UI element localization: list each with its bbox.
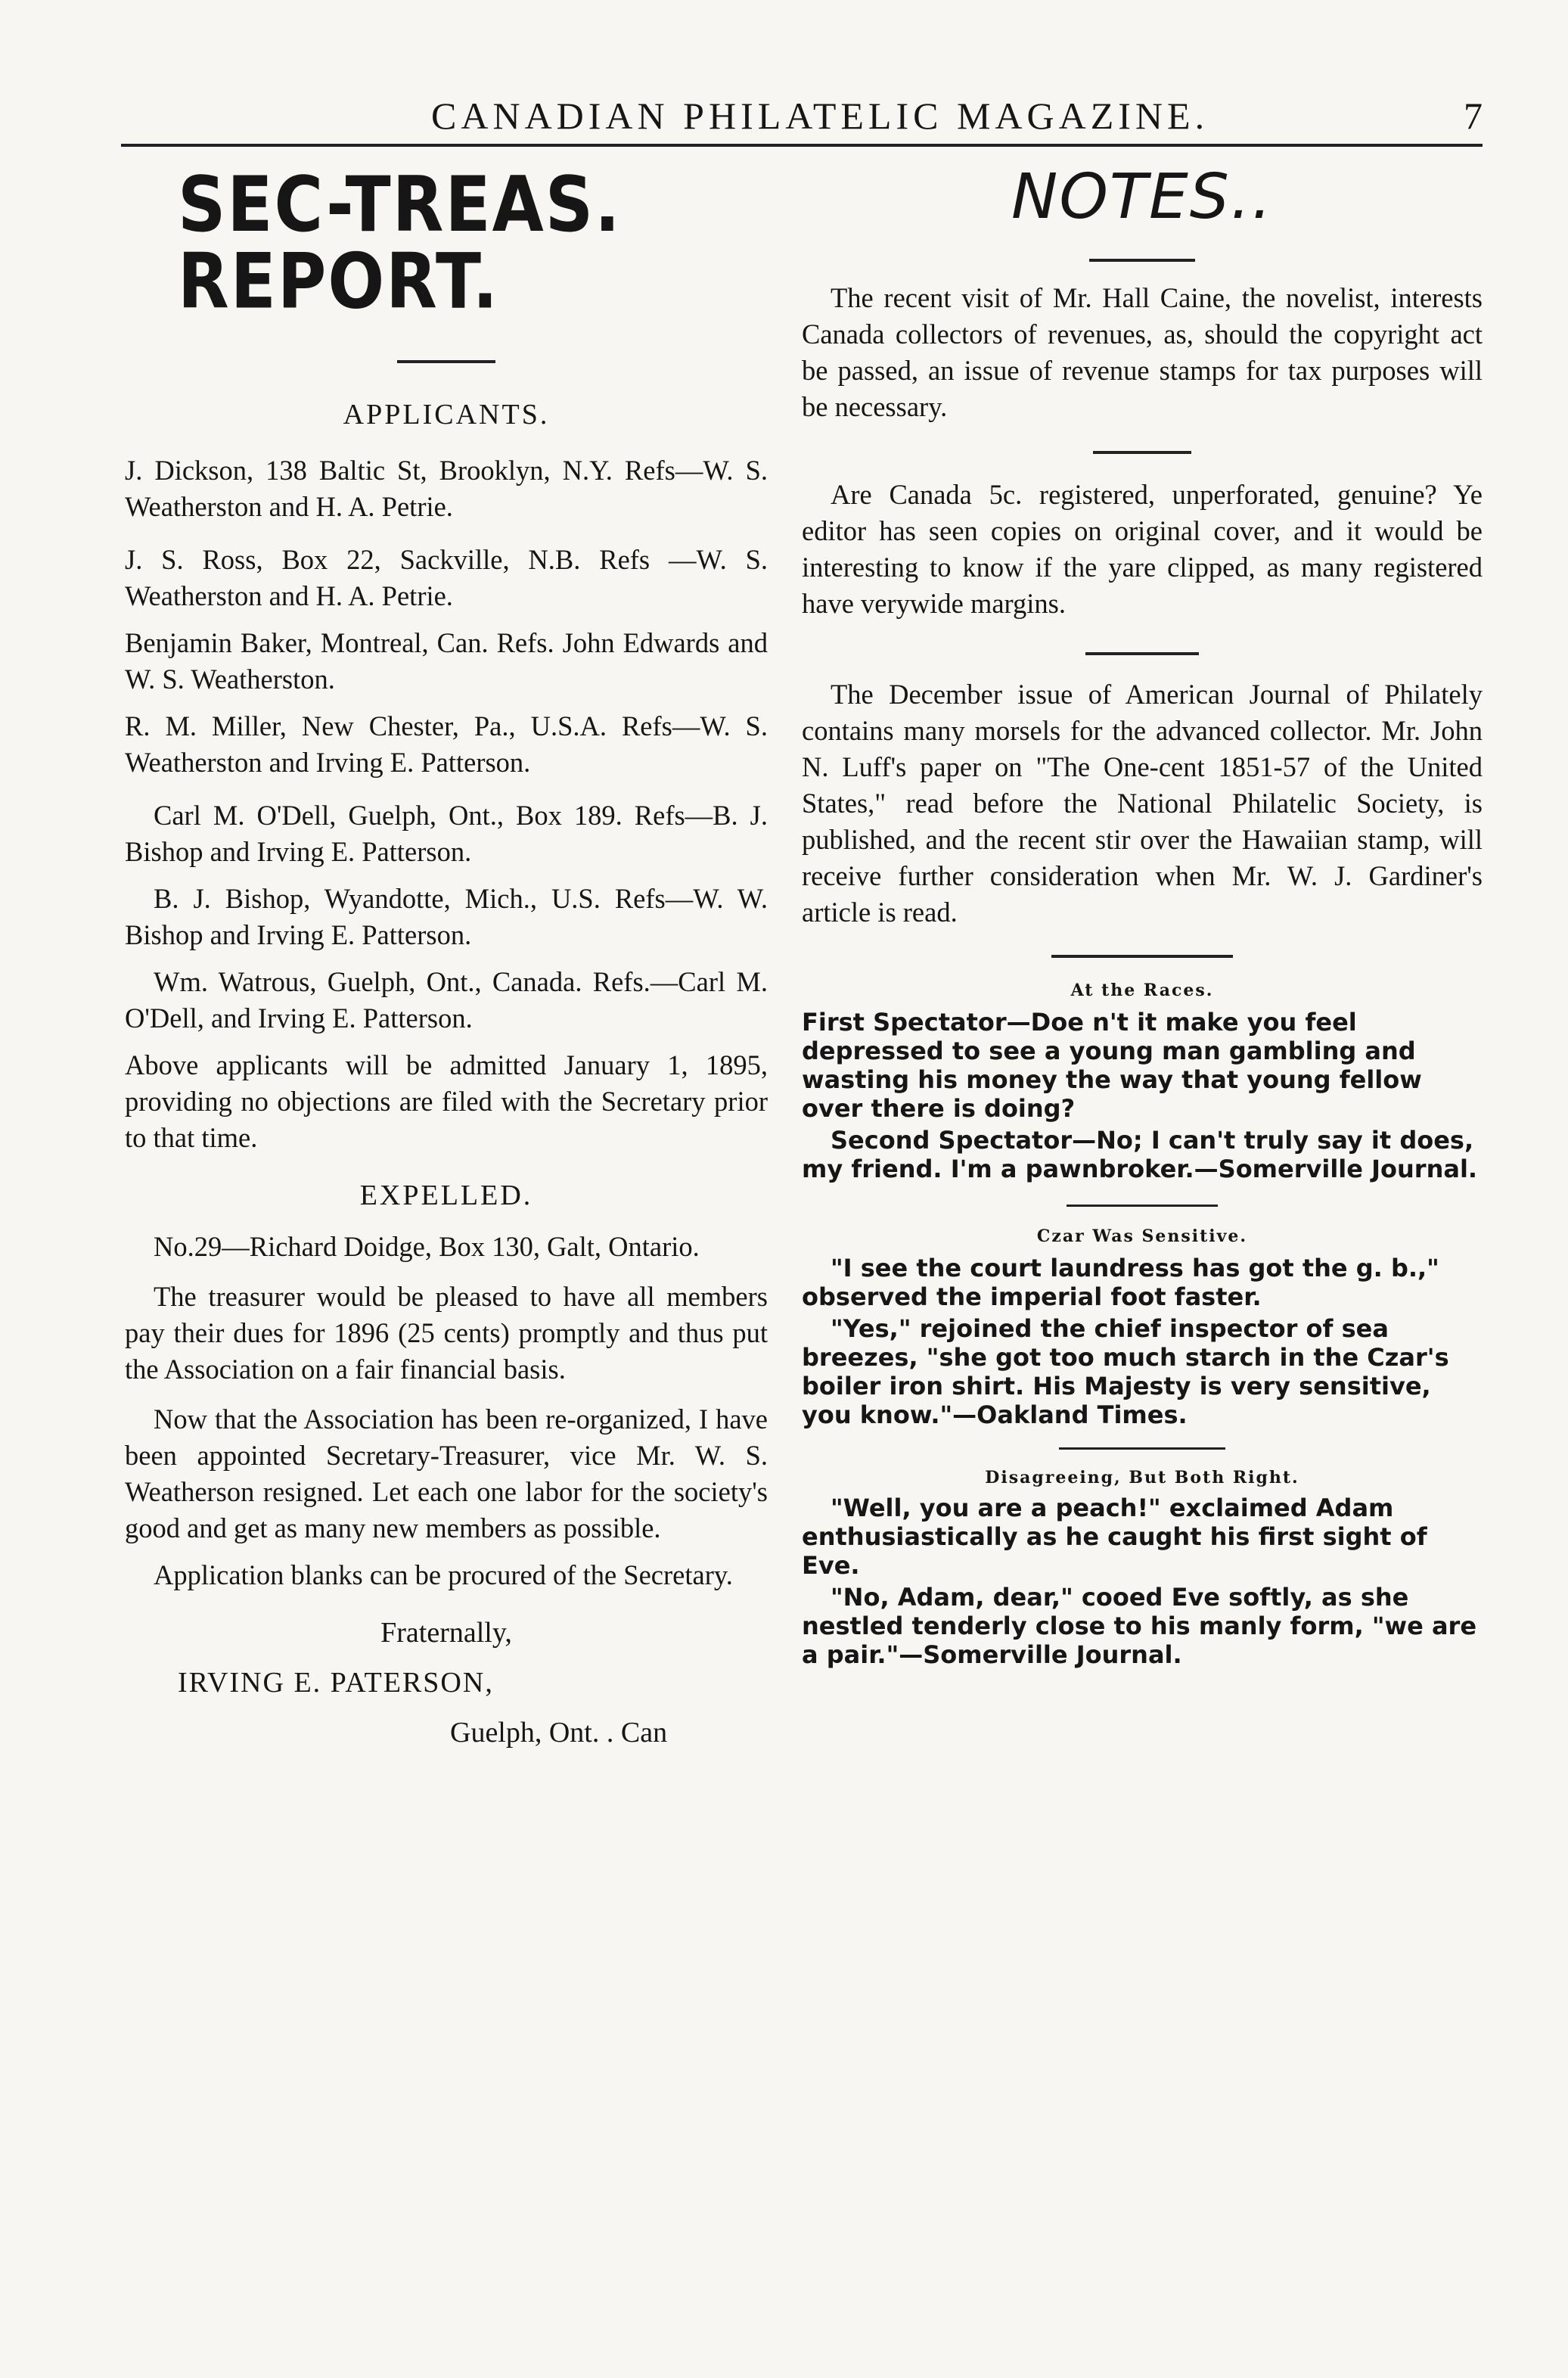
applicant-entry: Carl M. O'Dell, Guelph, Ont., Box 189. Refs—B. J. Bishop and Irving E. Patterson. bbox=[125, 800, 768, 867]
joke-text: "Yes," rejoined the chief inspector of sea breezes, "she got too much starch in the Czar's boiler iron shirt. His Majesty is very sensitive, you know."—Oakland Times. bbox=[802, 1314, 1449, 1429]
applicant-entry: Wm. Watrous, Guelph, Ont., Canada. Refs.—Carl M. O'Dell, and Irving E. Patterson. bbox=[125, 966, 768, 1034]
joke-text: Second Spectator—No; I can't truly say it does, my friend. I'm a pawnbroker.—Somerville Journal. bbox=[802, 1126, 1478, 1183]
joke-title: At the Races. bbox=[1070, 981, 1214, 1000]
applicant-entry: B. J. Bishop, Wyandotte, Mich., U.S. Refs—W. W. Bishop and Irving E. Patterson. bbox=[125, 883, 768, 950]
page-number: 7 bbox=[1464, 95, 1483, 137]
divider bbox=[1089, 259, 1195, 262]
closing: Fraternally, bbox=[380, 1617, 512, 1649]
note-paragraph: The recent visit of Mr. Hall Caine, the novelist, interests Canada collectors of revenues, as, should the copyright act be passed, an issue of revenue stamps for tax purposes will be necessary. bbox=[802, 282, 1483, 422]
divider bbox=[1051, 955, 1233, 958]
joke-text: First Spectator—Doe n't it make you feel depressed to see a young man gambling and wasting his money the way that young fellow over there is doing? bbox=[802, 1008, 1422, 1123]
signature: IRVING E. PATERSON, bbox=[178, 1667, 494, 1699]
right-column bbox=[802, 161, 1483, 1669]
divider bbox=[397, 360, 495, 363]
admit-note: Above applicants will be admitted January 1, 1895, providing no objections are filed with the Secretary prior to that time. bbox=[125, 1049, 768, 1153]
divider bbox=[1093, 451, 1191, 454]
treasurer-note: The treasurer would be pleased to have all members pay their dues for 1896 (25 cents) promptly and thus put the Association on a fair financial basis. bbox=[125, 1281, 768, 1385]
magazine-title: CANADIAN PHILATELIC MAGAZINE. bbox=[431, 95, 1209, 137]
reorganization-note: Now that the Association has been re-organized, I have been appointed Secretary-Treasurer, vice Mr. W. S. Weatherson resigned. Let each one labor for the society's good and get as many new members as possible. bbox=[125, 1403, 768, 1543]
applicant-entry: Benjamin Baker, Montreal, Can. Refs. John Edwards and W. S. Weatherston. bbox=[125, 627, 768, 695]
joke-text: "No, Adam, dear," cooed Eve softly, as she nestled tenderly close to his manly form, "we are a pair."—Somerville Journal. bbox=[802, 1583, 1477, 1669]
page-header bbox=[121, 91, 1483, 147]
applicant-entry: J. Dickson, 138 Baltic St, Brooklyn, N.Y. Refs—W. S. Weatherston and H. A. Petrie. bbox=[125, 455, 768, 522]
joke-text: "Well, you are a peach!" exclaimed Adam enthusiastically as he caught his first sight of Eve. bbox=[802, 1494, 1427, 1580]
joke-title: Disagreeing, But Both Right. bbox=[985, 1468, 1299, 1487]
notes-heading: NOTES.. bbox=[1011, 161, 1273, 233]
blanks-note: Application blanks can be procured of the Secretary. bbox=[154, 1559, 733, 1590]
report-heading: SEC-TREAS. REPORT. bbox=[178, 159, 622, 326]
note-paragraph: The December issue of American Journal of Philately contains many morsels for the advanced collector. Mr. John N. Luff's paper on "The One-cent 1851-57 of the United States," read before the National Philatelic Society, is published, and the recent stir over the Hawaiian stamp, will receive further consideration when Mr. W. J. Gardiner's article is read. bbox=[802, 679, 1483, 928]
applicant-entry: R. M. Miller, New Chester, Pa., U.S.A. Refs—W. S. Weatherston and Irving E. Patterson. bbox=[125, 710, 768, 778]
expelled-heading: EXPELLED. bbox=[359, 1180, 533, 1211]
note-paragraph: Are Canada 5c. registered, unperforated, genuine? Ye editor has seen copies on original cover, and it would be interesting to know if the yare clipped, as many registered have verywide margins. bbox=[802, 479, 1483, 619]
joke-title: Czar Was Sensitive. bbox=[1036, 1226, 1248, 1246]
divider bbox=[1067, 1205, 1218, 1207]
expelled-entry: No.29—Richard Doidge, Box 130, Galt, Ontario. bbox=[154, 1231, 700, 1262]
left-column bbox=[125, 159, 768, 1749]
applicant-entry: J. S. Ross, Box 22, Sackville, N.B. Refs —W. S. Weatherston and H. A. Petrie. bbox=[125, 544, 768, 611]
address: Guelph, Ont. . Can bbox=[450, 1717, 668, 1749]
divider bbox=[1059, 1447, 1225, 1450]
joke-text: "I see the court laundress has got the g. b.," observed the imperial foot faster. bbox=[802, 1254, 1439, 1311]
applicants-heading: APPLICANTS. bbox=[343, 399, 550, 431]
divider bbox=[1085, 652, 1199, 655]
